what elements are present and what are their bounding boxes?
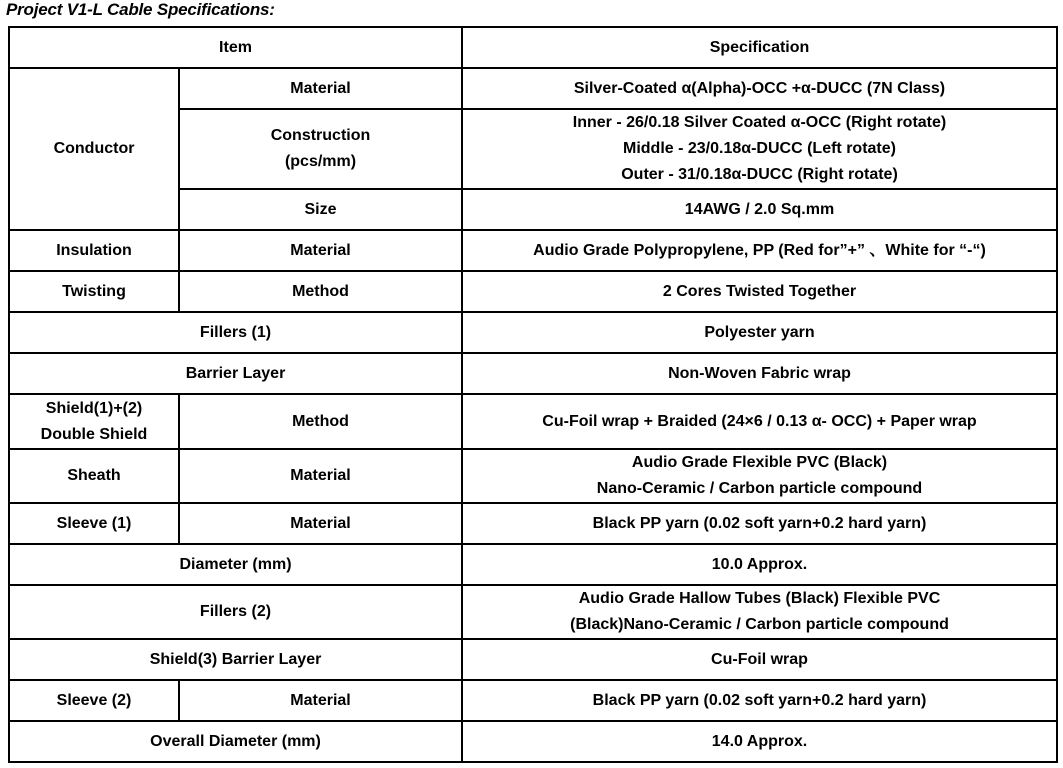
sheath-value-line-1: Audio Grade Flexible PVC (Black)	[631, 454, 888, 471]
document-title: Project V1-L Cable Specifications:	[6, 0, 275, 19]
sheath-label: Sheath	[9, 449, 179, 503]
construction-middle: Middle - 23/0.18α-DUCC (Left rotate)	[623, 140, 896, 157]
overall-diameter-value: 14.0 Approx.	[462, 721, 1057, 762]
shield-sub-label: Method	[179, 394, 462, 449]
table-header-row	[9, 27, 1057, 68]
construction-label-line-1: Construction	[270, 127, 371, 144]
insulation-sub-label: Material	[179, 230, 462, 271]
twisting-value: 2 Cores Twisted Together	[462, 271, 1057, 312]
shield-3-label: Shield(3) Barrier Layer	[9, 639, 462, 680]
shield-label	[9, 394, 179, 449]
conductor-size-value: 14AWG / 2.0 Sq.mm	[462, 189, 1057, 230]
barrier-layer-value: Non-Woven Fabric wrap	[462, 353, 1057, 394]
sheath-sub-label: Material	[179, 449, 462, 503]
fillers-2-label: Fillers (2)	[9, 585, 462, 639]
twisting-sub-label: Method	[179, 271, 462, 312]
sleeve-1-sub-label: Material	[179, 503, 462, 544]
sleeve-2-value: Black PP yarn (0.02 soft yarn+0.2 hard yarn)	[462, 680, 1057, 721]
fillers-1-row	[9, 312, 1057, 353]
fillers-1-label: Fillers (1)	[9, 312, 462, 353]
barrier-layer-row	[9, 353, 1057, 394]
fillers-2-value-line-1: Audio Grade Hallow Tubes (Black) Flexible PVC	[578, 590, 941, 607]
fillers-2-value-line-2: (Black)Nano-Ceramic / Carbon particle compound	[570, 616, 949, 633]
shield-value: Cu-Foil wrap + Braided (24×6 / 0.13 α- OCC) + Paper wrap	[462, 394, 1057, 449]
shield-label-line-1: Shield(1)+(2)	[45, 399, 143, 417]
sleeve-1-row	[9, 503, 1057, 544]
conductor-material-label: Material	[179, 68, 462, 109]
conductor-construction-label	[179, 109, 462, 189]
diameter-label: Diameter (mm)	[9, 544, 462, 585]
fillers-2-value	[462, 585, 1057, 639]
sheath-row	[9, 449, 1057, 503]
insulation-label: Insulation	[9, 230, 179, 271]
shield-3-row	[9, 639, 1057, 680]
shield-label-line-2: Double Shield	[40, 425, 148, 443]
header-specification: Specification	[462, 27, 1057, 68]
construction-inner: Inner - 26/0.18 Silver Coated α-OCC (Right rotate)	[572, 114, 947, 131]
sheath-value-line-2: Nano-Ceramic / Carbon particle compound	[596, 480, 923, 497]
overall-diameter-label: Overall Diameter (mm)	[9, 721, 462, 762]
conductor-material-row	[9, 68, 1057, 109]
conductor-label: Conductor	[9, 68, 179, 230]
shield-3-value: Cu-Foil wrap	[462, 639, 1057, 680]
conductor-size-label: Size	[179, 189, 462, 230]
conductor-construction-value	[462, 109, 1057, 189]
twisting-label: Twisting	[9, 271, 179, 312]
fillers-2-row	[9, 585, 1057, 639]
diameter-row	[9, 544, 1057, 585]
barrier-layer-label: Barrier Layer	[9, 353, 462, 394]
sleeve-1-value: Black PP yarn (0.02 soft yarn+0.2 hard yarn)	[462, 503, 1057, 544]
sheath-value	[462, 449, 1057, 503]
cable-spec-table	[8, 26, 1058, 763]
insulation-value: Audio Grade Polypropylene, PP (Red for”+” 、White for “-“)	[462, 230, 1057, 271]
insulation-row	[9, 230, 1057, 271]
fillers-1-value: Polyester yarn	[462, 312, 1057, 353]
shield-row	[9, 394, 1057, 449]
sleeve-1-label: Sleeve (1)	[9, 503, 179, 544]
diameter-value: 10.0 Approx.	[462, 544, 1057, 585]
construction-label-line-2: (pcs/mm)	[284, 153, 357, 170]
conductor-material-value: Silver-Coated α(Alpha)-OCC +α-DUCC (7N Class)	[462, 68, 1057, 109]
twisting-row	[9, 271, 1057, 312]
construction-outer: Outer - 31/0.18α-DUCC (Right rotate)	[621, 166, 898, 183]
sleeve-2-row	[9, 680, 1057, 721]
sleeve-2-sub-label: Material	[179, 680, 462, 721]
overall-diameter-row	[9, 721, 1057, 762]
sleeve-2-label: Sleeve (2)	[9, 680, 179, 721]
header-item: Item	[9, 27, 462, 68]
